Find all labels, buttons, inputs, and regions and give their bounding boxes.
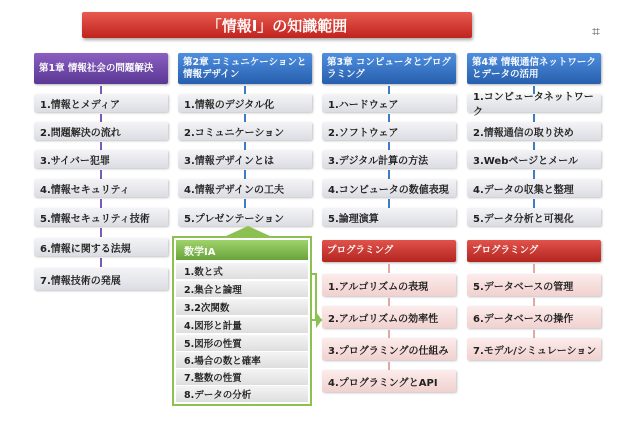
programming-header: プログラミング: [322, 240, 456, 262]
chapter3-header: 第3章 コンピュータとプログラミング: [322, 53, 456, 84]
chapter1-item: 4.情報セキュリティ: [34, 179, 168, 197]
chapter1-item: 5.情報セキュリティ技術: [34, 208, 168, 226]
programming-item: 7.モデル/シミュレーション: [467, 338, 601, 360]
chapter2-item: 5.プレゼンテーション: [178, 208, 312, 226]
chapter2-item: 2.コミュニケーション: [178, 122, 312, 140]
chapter1-item: 6.情報に関する法規: [34, 238, 168, 256]
chapter1-item: 1.情報とメディア: [34, 94, 168, 112]
chapter2-item: 4.情報デザインの工夫: [178, 179, 312, 197]
math-header: 数学ⅠA: [176, 240, 308, 260]
chapter2-item: 1.情報のデジタル化: [178, 94, 312, 112]
programming-header: プログラミング: [467, 240, 601, 262]
chapter3-item: 3.デジタル計算の方法: [322, 150, 456, 168]
math-item: 2.集合と論理: [176, 281, 308, 297]
chapter4-item: 5.データ分析と可視化: [467, 208, 601, 226]
math-item: 7.整数の性質: [176, 369, 308, 385]
chapter3-item: 2.ソフトウェア: [322, 122, 456, 140]
chapter2-header: 第2章 コミュニケーションと情報デザイン: [178, 53, 312, 84]
chapter1-item: 2.問題解決の流れ: [34, 122, 168, 140]
chapter3-item: 4.コンピュータの数値表現: [322, 179, 456, 197]
programming-item: 6.データベースの操作: [467, 306, 601, 328]
chapter1-header: 第1章 情報社会の問題解決: [34, 53, 168, 84]
math-item: 4.図形と計量: [176, 317, 308, 333]
chapter4-item: 4.データの収集と整理: [467, 179, 601, 197]
chapter2-item: 3.情報デザインとは: [178, 150, 312, 168]
programming-item: 1.アルゴリズムの表現: [322, 274, 456, 296]
math-item: 6.場合の数と確率: [176, 352, 308, 368]
math-item: 5.図形の性質: [176, 335, 308, 351]
math-item: 3.2次関数: [176, 299, 308, 315]
chapter4-item: 2.情報通信の取り決め: [467, 122, 601, 140]
scan-icon[interactable]: ⌗: [592, 24, 600, 40]
programming-item: 5.データベースの管理: [467, 274, 601, 296]
chapter1-item: 7.情報技術の発展: [34, 268, 168, 290]
programming-item: 4.プログラミングとAPI: [322, 370, 456, 392]
chapter4-item: 3.Webページとメール: [467, 150, 601, 168]
chapter3-item: 5.論理演算: [322, 208, 456, 226]
programming-item: 2.アルゴリズムの効率性: [322, 306, 456, 328]
math-item: 8.データの分析: [176, 386, 308, 402]
math-item: 1.数と式: [176, 263, 308, 279]
chapter4-header: 第4章 情報通信ネットワークとデータの活用: [467, 53, 601, 84]
chapter3-item: 1.ハードウェア: [322, 94, 456, 112]
programming-item: 3.プログラミングの仕組み: [322, 338, 456, 360]
chapter4-item: 1.コンピュータネットワーク: [467, 94, 601, 112]
chapter1-item: 3.サイバー犯罪: [34, 150, 168, 168]
page-title: 「情報Ⅰ」の知識範囲: [82, 12, 472, 38]
